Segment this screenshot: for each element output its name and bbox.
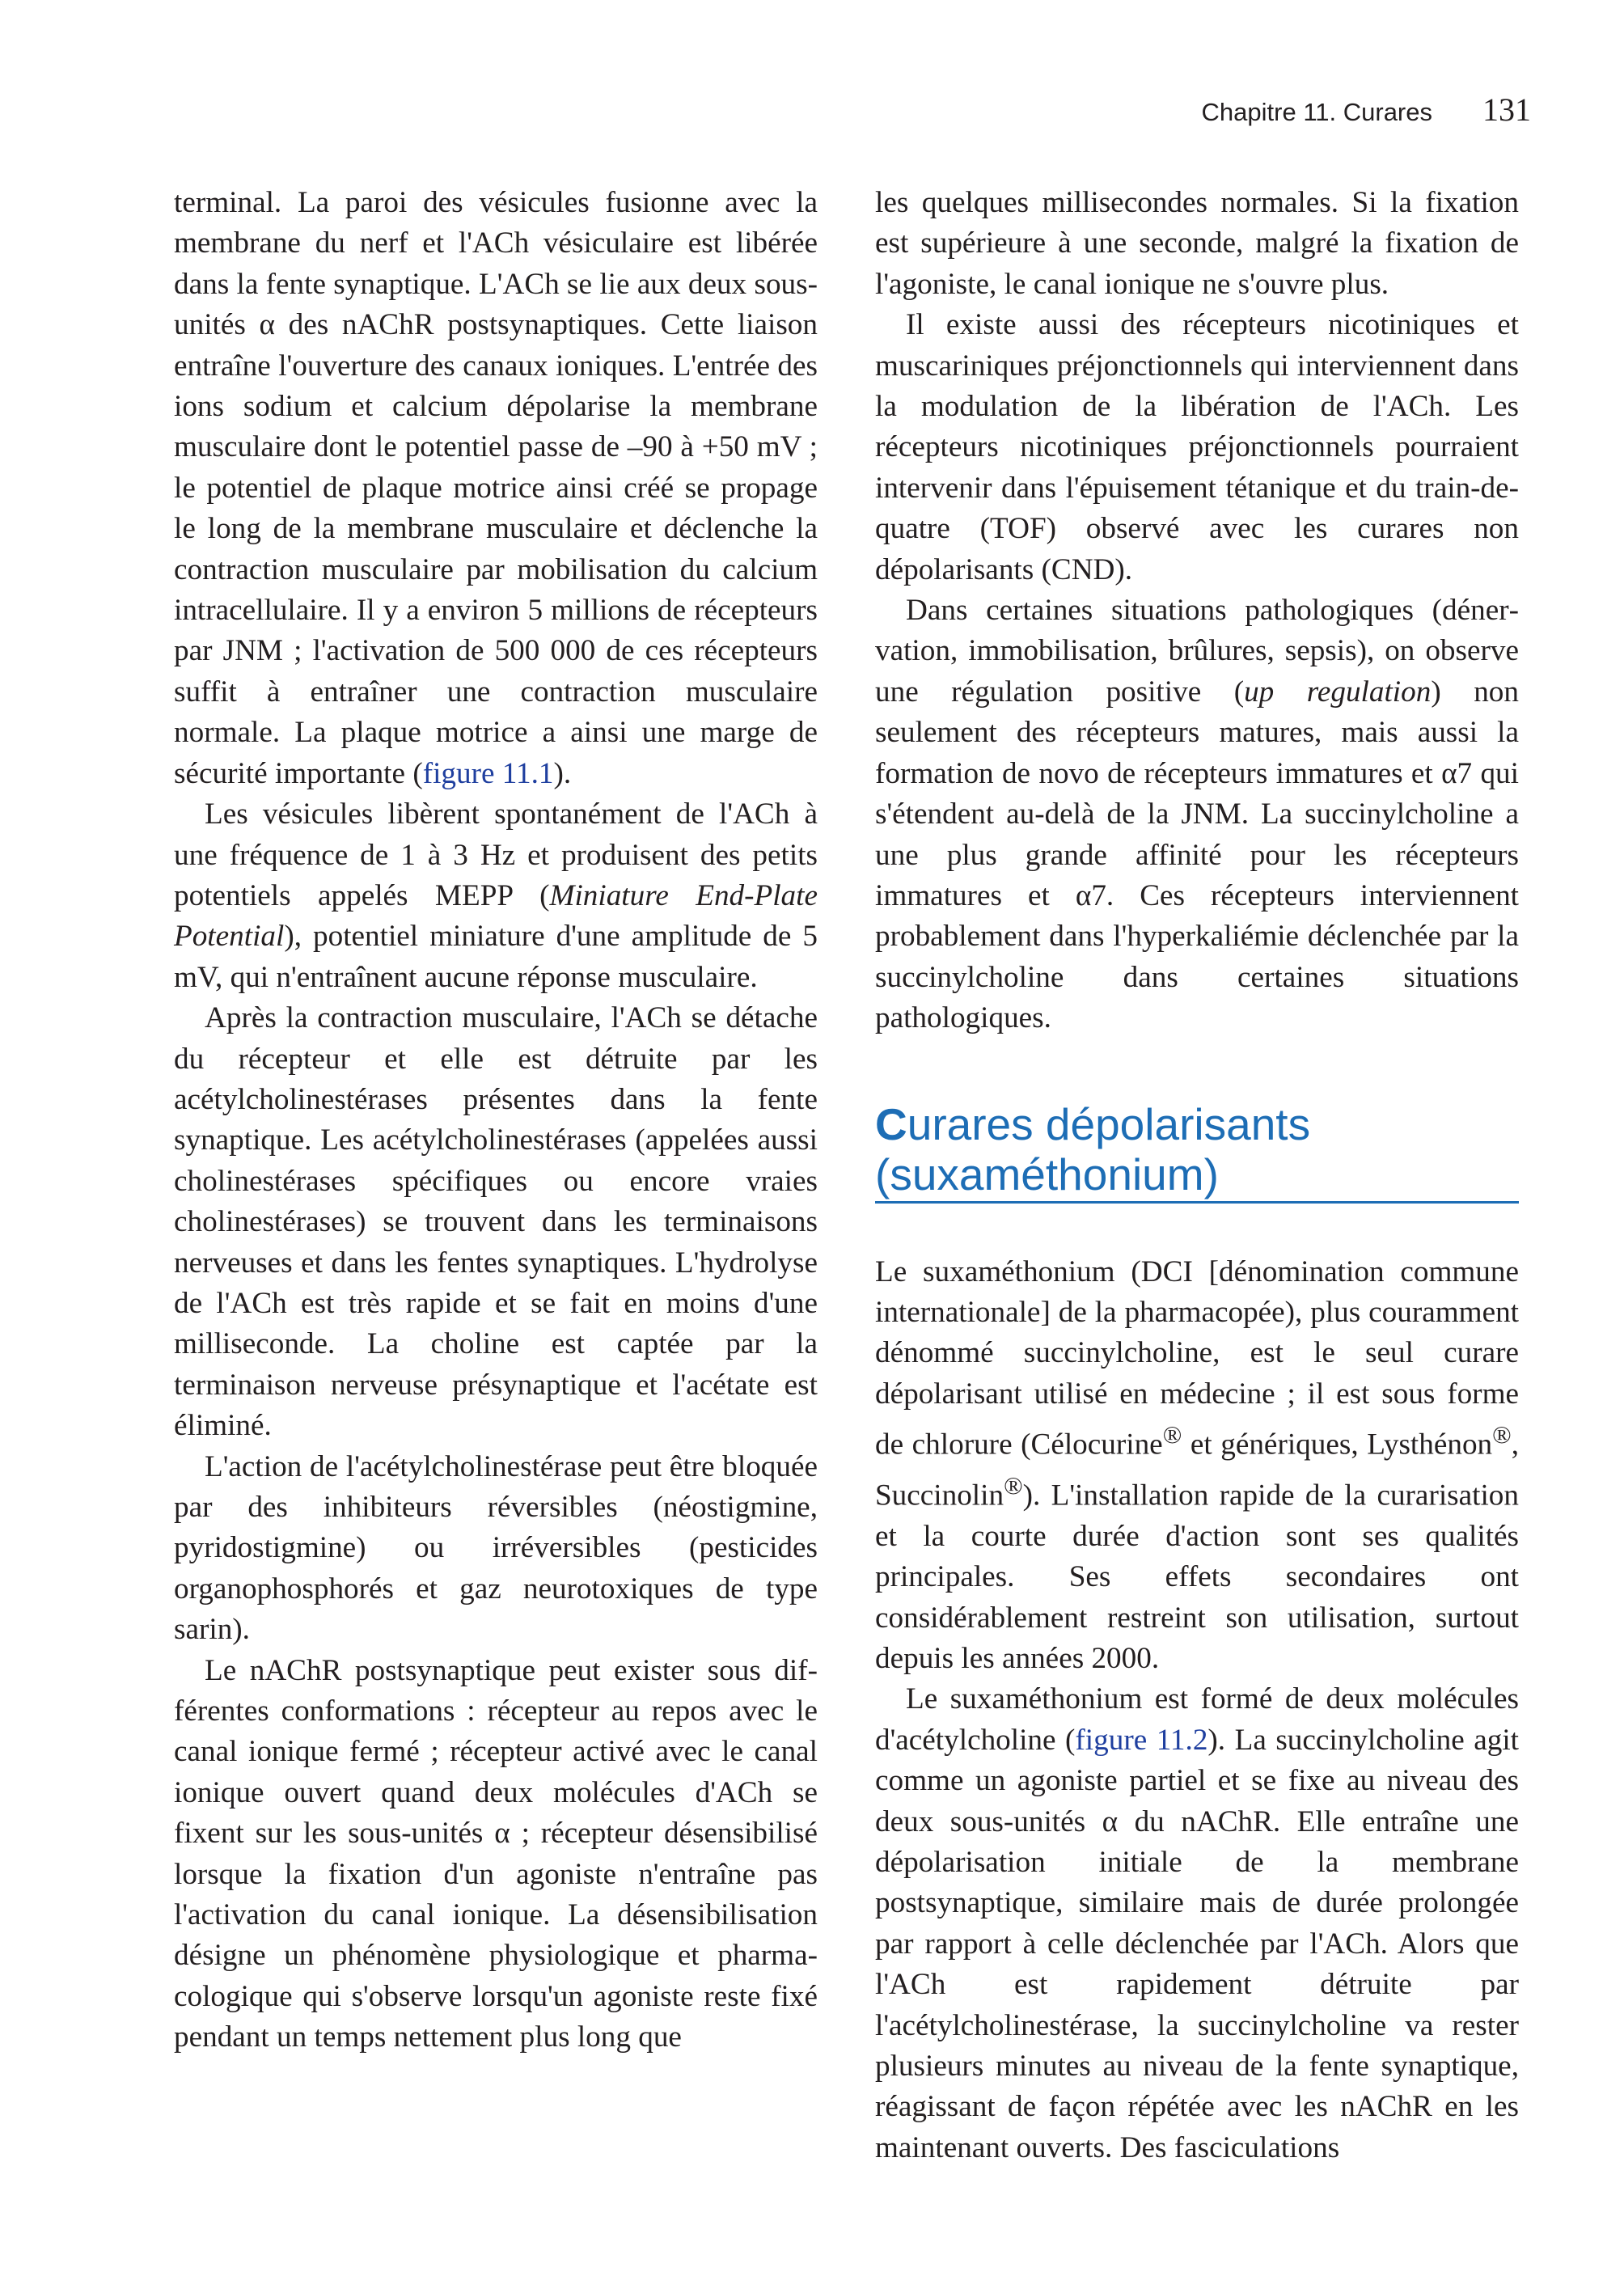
paragraph: Le nAChR postsynaptique peut exister sous différentes conformations : récepteur au repos avec le canal ionique fermé ; récepteur activé avec le canal ionique ouvert quand deux molécules d'ACh se fixent sur les sous-unités α ; récepteur désensibilisé lorsque la fixation d'un agoniste n'entraîne pas l'activation du canal ionique. La désensibilisation désigne un phénomène physiologique et pharmacologique qui s'observe lorsqu'un agoniste reste fixé pendant un temps nettement plus long que <box>174 1653 818 2054</box>
italic-term: up regulation <box>1244 675 1432 709</box>
figure-link[interactable]: figure 11.1 <box>422 756 554 790</box>
paragraph-text: ), potentiel miniature d'une amplitude de 5 mV, qui n'entraînent aucune réponse musculaire. <box>174 920 818 994</box>
paragraph <box>875 590 1519 1039</box>
left-column <box>174 183 818 2058</box>
paragraph <box>174 183 818 794</box>
running-header <box>1202 91 1531 129</box>
italic-term: Miniature End-Plate Potential <box>174 878 818 954</box>
registered-mark: ® <box>1492 1420 1512 1449</box>
paragraph: L'action de l'acétylcholinestérase peut être bloquée par des inhibiteurs réversibles (néostigmine, pyridostigmine) ou irréversibles (pesticides organophosphorés et gaz neurotoxiques de type sarin). <box>174 1449 818 1647</box>
heading-text: urares dépolarisants (suxaméthonium) <box>875 1098 1311 1199</box>
paragraph-text: Le suxaméthonium (DCI [dénomination commune internationale] de la pharmacopée), plus couramment dénommé succinylcholine, est le seul curare dépolarisant utilisé en médecine ; il est sous forme de chlorure (Célocurine <box>875 1254 1519 1462</box>
heading-initial: C <box>875 1098 907 1149</box>
paragraph <box>174 794 818 998</box>
section-heading <box>875 1099 1519 1204</box>
figure-link[interactable]: figure 11.2 <box>1075 1723 1208 1757</box>
paragraph-text: Dans certaines situations pathologiques (dénervation, immobilisation, brûlures, sepsis), on observe une régulation positive ( <box>875 594 1519 709</box>
paragraph-text: terminal. La paroi des vésicules fusionne avec la membrane du nerf et l'ACh vésiculaire est libérée dans la fente synaptique. L'ACh se lie aux deux sous-unités α des nAChR postsynaptiques. Cette liaison entraîne l'ouverture des canaux ioniques. L'entrée des ions sodium et calcium dépolarise la membrane musculaire dont le potentiel passe de –90 à +50 mV ; le potentiel de plaque motrice ainsi créé se propage le long de la membrane musculaire et déclenche la contraction musculaire par mobilisation du calcium intracellulaire. Il y a environ 5 millions de récepteurs par JNM ; l'activation de 500 000 de ces récepteurs suffit à entraîner une contraction musculaire normale. La plaque motrice a ainsi une marge de sécurité importante ( <box>174 186 818 790</box>
paragraph: Après la contraction musculaire, l'ACh se détache du récepteur et elle est détruite par les acétylcholinestérases présentes dans la fente synaptique. Les acétylcholinestérases (appelées aussi cholinestérases spécifiques ou encore vraies cholinestérases) se trouvent dans les terminaisons nerveuses et dans les fentes synaptiques. L'hydrolyse de l'ACh est très rapide et se fait en moins d'une milliseconde. La choline est captée par la terminaison nerveuse présynaptique et l'acétate est éliminé. <box>174 1001 818 1443</box>
registered-mark: ® <box>1004 1470 1023 1500</box>
registered-mark: ® <box>1162 1420 1182 1449</box>
paragraph-text: , Succinolin <box>875 1428 1519 1512</box>
paragraph-text: Le suxaméthonium est formé de deux molécules d'acétylcholine ( <box>875 1682 1519 1757</box>
page-number: 131 <box>1482 91 1531 128</box>
paragraph-text: ). La succinylcholine agit comme un agoniste partiel et se fixe au niveau des deux sous-unités α du nAChR. Elle entraîne une dépolarisation initiale de la membrane postsynaptique, similaire mais de durée prolongée par rapport à celle déclenchée par l'ACh. Alors que l'ACh est rapidement détruite par l'acétylcholinestérase, la succinylcholine va rester plusieurs minutes au niveau de la fente synaptique, réagissant de façon répétée avec les nAChR en les maintenant ouverts. Des fasciculations <box>875 1723 1519 2164</box>
paragraph-text: ). <box>553 756 572 790</box>
paragraph-text: et génériques, Lysthénon <box>1182 1428 1493 1462</box>
right-column <box>875 183 1519 2168</box>
paragraph: les quelques millisecondes normales. Si la fixation est supérieure à une seconde, malgré la fixation de l'agoniste, le canal ionique ne s'ouvre plus. <box>875 186 1519 301</box>
paragraph <box>875 1252 1519 1680</box>
paragraph <box>875 1679 1519 2168</box>
chapter-title: Chapitre 11. Curares <box>1201 98 1432 126</box>
paragraph-text: Les vésicules libèrent spontanément de l'ACh à une fréquence de 1 à 3 Hz et produisent des petits potentiels appelés MEPP ( <box>174 797 818 912</box>
paragraph-text: ) non seulement des récepteurs matures, mais aussi la formation de novo de récepteurs immatures et α7 qui s'étendent au-delà de la JNM. La succinylcholine a une plus grande affinité pour les récepteurs immatures et α7. Ces récepteurs interviennent probablement dans l'hyperkaliémie déclenchée par la succinylcholine dans certaines situations pathologiques. <box>875 675 1519 1035</box>
paragraph: Il existe aussi des récepteurs nicotiniques et muscariniques préjonctionnels qui interviennent dans la modulation de la libération de l'ACh. Les récepteurs nicotiniques préjonctionnels pourraient intervenir dans l'épuisement tétanique et du train-de-quatre (TOF) observé avec les curares non dépolarisants (CND). <box>875 308 1519 586</box>
paragraph-text: ). L'installation rapide de la curarisation et la courte durée d'action sont ses qualités principales. Ses effets secondaires ont considérablement restreint son utilisation, surtout depuis les années 2000. <box>875 1479 1519 1675</box>
